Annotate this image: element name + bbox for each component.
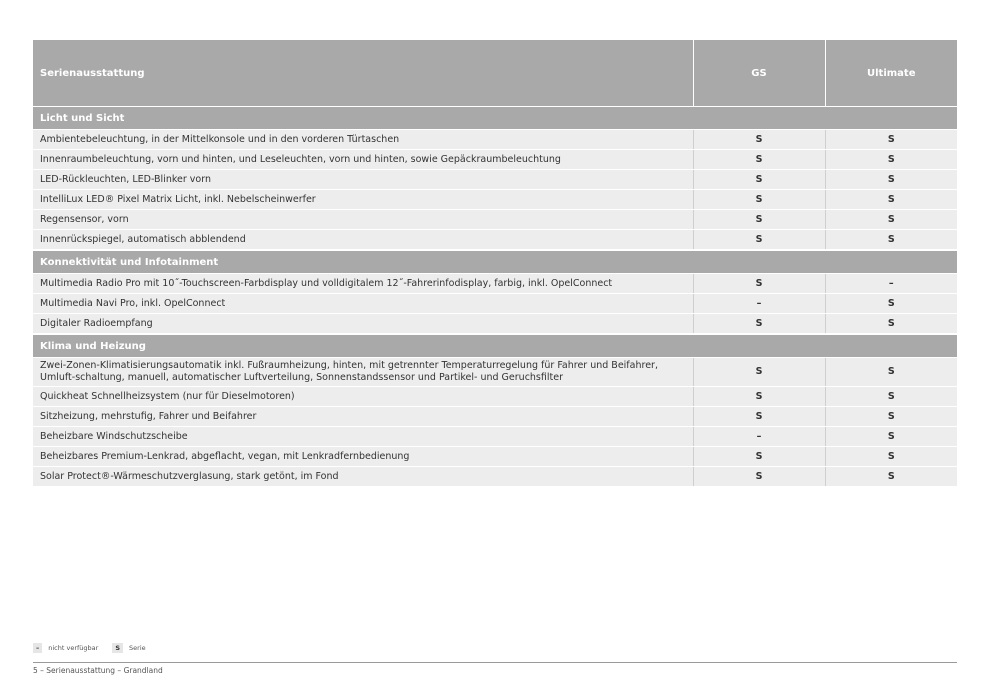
row-label: LED-Rückleuchten, LED-Blinker vorn: [33, 170, 693, 190]
table-row: [33, 210, 957, 230]
row-label: Beheizbares Premium-Lenkrad, abgeflacht, vegan, mit Lenkradfernbedienung: [33, 447, 693, 467]
table-row: [33, 274, 957, 294]
row-value-gs: S: [693, 150, 825, 170]
footer-divider: [33, 662, 957, 663]
row-value-ultimate: S: [825, 210, 957, 230]
section-header-row: [33, 251, 957, 274]
row-value-ultimate: –: [825, 274, 957, 294]
row-label: Quickheat Schnellheizsystem (nur für Dieselmotoren): [33, 387, 693, 407]
section-title: Konnektivität und Infotainment: [33, 251, 957, 274]
page-footer: 5 – Serienausstattung – Grandland: [33, 666, 163, 675]
table-row: [33, 467, 957, 487]
table-row: [33, 387, 957, 407]
row-label: Digitaler Radioempfang: [33, 314, 693, 334]
table-row: [33, 358, 957, 387]
row-value-ultimate: S: [825, 427, 957, 447]
table-row: [33, 447, 957, 467]
row-value-ultimate: S: [825, 190, 957, 210]
table-row: [33, 230, 957, 250]
row-value-gs: S: [693, 387, 825, 407]
row-value-ultimate: S: [825, 314, 957, 334]
row-label: Multimedia Navi Pro, inkl. OpelConnect: [33, 294, 693, 314]
row-label: Beheizbare Windschutzscheibe: [33, 427, 693, 447]
row-value-ultimate: S: [825, 150, 957, 170]
row-label: Zwei-Zonen-Klimatisierungsautomatik inkl. Fußraumheizung, hinten, mit getrennter Temperaturregelung für Fahrer und Beifahrer, Umluft-schaltung, manuell, automatischer Luftverteilung, Sonnenstandssensor und Partikel- und Geruchsfilter: [33, 358, 693, 387]
row-value-gs: S: [693, 467, 825, 487]
table-row: [33, 407, 957, 427]
row-label: Innenrückspiegel, automatisch abblendend: [33, 230, 693, 250]
row-label: IntelliLux LED® Pixel Matrix Licht, inkl. Nebelscheinwerfer: [33, 190, 693, 210]
table-row: [33, 190, 957, 210]
row-value-gs: S: [693, 230, 825, 250]
legend-series-symbol: S: [112, 643, 123, 653]
equipment-table: [33, 40, 957, 487]
row-value-ultimate: S: [825, 467, 957, 487]
row-value-ultimate: S: [825, 294, 957, 314]
row-value-gs: –: [693, 294, 825, 314]
row-value-gs: S: [693, 274, 825, 294]
row-label: Sitzheizung, mehrstufig, Fahrer und Beifahrer: [33, 407, 693, 427]
section-header-row: [33, 107, 957, 130]
row-label: Innenraumbeleuchtung, vorn und hinten, und Leseleuchten, vorn und hinten, sowie Gepäckraumbeleuchtung: [33, 150, 693, 170]
row-value-gs: S: [693, 130, 825, 150]
table-row: [33, 130, 957, 150]
row-value-gs: S: [693, 447, 825, 467]
table-row: [33, 427, 957, 447]
row-value-ultimate: S: [825, 170, 957, 190]
row-label: Regensensor, vorn: [33, 210, 693, 230]
table-row: [33, 150, 957, 170]
table-header-row: [33, 40, 957, 106]
row-value-gs: S: [693, 210, 825, 230]
column-header-equipment: Serienausstattung: [33, 40, 693, 106]
row-value-gs: S: [693, 314, 825, 334]
column-header-gs: GS: [693, 40, 825, 106]
table-row: [33, 170, 957, 190]
legend-not-available-symbol: –: [33, 643, 42, 653]
row-value-gs: S: [693, 358, 825, 387]
section-title: Licht und Sicht: [33, 107, 957, 130]
row-label: Multimedia Radio Pro mit 10˝-Touchscreen-Farbdisplay und volldigitalem 12˝-Fahrerinfodisplay, farbig, inkl. OpelConnect: [33, 274, 693, 294]
row-value-ultimate: S: [825, 130, 957, 150]
row-value-gs: S: [693, 407, 825, 427]
row-value-ultimate: S: [825, 407, 957, 427]
table-row: [33, 294, 957, 314]
row-value-ultimate: S: [825, 387, 957, 407]
legend-series-text: Serie: [129, 644, 146, 652]
row-value-gs: S: [693, 170, 825, 190]
row-label: Ambientebeleuchtung, in der Mittelkonsole und in den vorderen Türtaschen: [33, 130, 693, 150]
row-value-ultimate: S: [825, 447, 957, 467]
legend: [33, 643, 160, 653]
legend-not-available-text: nicht verfügbar: [48, 644, 99, 652]
section-header-row: [33, 335, 957, 358]
row-value-ultimate: S: [825, 230, 957, 250]
section-title: Klima und Heizung: [33, 335, 957, 358]
table-body: [33, 106, 957, 487]
row-value-ultimate: S: [825, 358, 957, 387]
column-header-ultimate: Ultimate: [825, 40, 957, 106]
row-label: Solar Protect®-Wärmeschutzverglasung, stark getönt, im Fond: [33, 467, 693, 487]
row-value-gs: –: [693, 427, 825, 447]
row-value-gs: S: [693, 190, 825, 210]
table-row: [33, 314, 957, 334]
